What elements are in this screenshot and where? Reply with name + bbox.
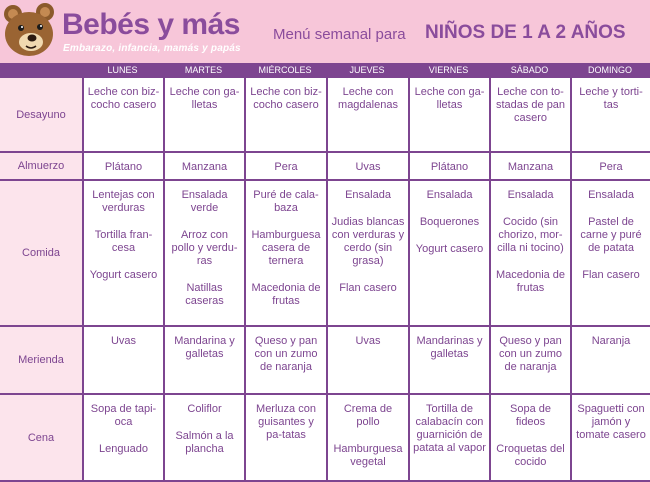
menu-cell <box>408 181 489 327</box>
dish-item: Flan casero <box>582 269 640 281</box>
dish-item: Croquetas del cocido <box>496 443 565 468</box>
dish-item: Tortilla de calabacín con guarnición de patata al vapor <box>413 403 486 454</box>
menu-cell <box>163 181 244 327</box>
menu-cell <box>82 327 163 395</box>
dish-item: Leche con ga-lletas <box>169 86 240 111</box>
day-header: VIERNES <box>428 65 469 75</box>
menu-cell <box>326 395 408 482</box>
dish-item: Leche con biz-cocho casero <box>250 86 322 111</box>
menu-cell <box>244 181 326 327</box>
menu-cell <box>82 78 163 153</box>
dish-item: Pera <box>274 161 298 173</box>
menu-cell <box>326 78 408 153</box>
dish-item: Leche con ga-lletas <box>414 86 485 111</box>
menu-cell <box>244 153 326 181</box>
dish-item: Merluza con guisantes y pa-tatas <box>256 403 316 441</box>
dish-item: Leche con magdalenas <box>338 86 398 111</box>
menu-cell <box>163 78 244 153</box>
dish-item: Mandarinas y galletas <box>416 335 483 360</box>
dish-item: Yogurt casero <box>89 269 158 281</box>
dish-item: Lentejas con verduras <box>92 189 155 214</box>
meal-row-label: Desayuno <box>0 78 82 153</box>
dish-item: Boquerones <box>419 216 480 228</box>
dish-item: Queso y pan con un zumo de naranja <box>499 335 562 373</box>
menu-cell <box>82 395 163 482</box>
dish-item: Ensalada verde <box>181 189 228 214</box>
dish-item: Ensalada <box>426 189 473 201</box>
dish-item: Salmón a la plancha <box>175 430 234 455</box>
dish-item: Uvas <box>110 335 137 347</box>
dish-item: Puré de cala-baza <box>253 189 319 214</box>
dish-item: Hamburguesa casera de ternera <box>251 229 321 267</box>
menu-cell <box>244 327 326 395</box>
menu-cell <box>163 153 244 181</box>
menu-cell <box>408 395 489 482</box>
menu-cell <box>82 153 163 181</box>
day-header: MARTES <box>184 65 223 75</box>
dish-item: Judias blancas con verduras y cerdo (sin grasa) <box>331 216 405 267</box>
dish-item: Lenguado <box>99 443 148 455</box>
dish-item: Ensalada <box>588 189 634 201</box>
menu-cell <box>570 78 650 153</box>
menu-cell <box>408 153 489 181</box>
menu-cell <box>244 395 326 482</box>
menu-cell <box>163 395 244 482</box>
dish-item: Manzana <box>181 161 228 173</box>
menu-cell <box>489 153 570 181</box>
dish-item: Leche con to-stadas de pan casero <box>495 86 566 124</box>
dish-item: Uvas <box>355 335 381 347</box>
menu-subtitle: Menú semanal para <box>273 26 406 43</box>
menu-cell <box>489 395 570 482</box>
dish-item: Plátano <box>104 161 143 173</box>
day-header: SÁBADO <box>510 65 549 75</box>
menu-cell <box>326 327 408 395</box>
meal-row-label: Comida <box>0 181 82 327</box>
dish-item: Ensalada <box>345 189 391 201</box>
menu-cell <box>489 181 570 327</box>
day-header: JUEVES <box>349 65 385 75</box>
menu-cell <box>244 78 326 153</box>
teddy-bear-logo-icon <box>0 0 60 62</box>
dish-item: Naranja <box>591 335 631 347</box>
dish-item: Manzana <box>507 161 554 173</box>
dish-item: Uvas <box>355 161 381 173</box>
dish-item: Crema de pollo <box>343 403 393 428</box>
dish-item: Mandarina y galletas <box>174 335 235 360</box>
menu-cell <box>163 327 244 395</box>
dish-item: Ensalada <box>507 189 554 201</box>
dish-item: Tortilla fran-cesa <box>94 229 153 254</box>
menu-cell <box>326 153 408 181</box>
weekday-header-bar <box>0 63 650 78</box>
meal-row-label: Almuerzo <box>0 153 82 181</box>
dish-item: Sopa de fideos <box>510 403 551 428</box>
menu-cell <box>570 395 650 482</box>
dish-item: Macedonia de frutas <box>495 269 566 294</box>
menu-cell <box>408 327 489 395</box>
dish-item: Pera <box>599 161 623 173</box>
day-header: MIÉRCOLES <box>258 65 312 75</box>
dish-item: Arroz con pollo y verdu-ras <box>171 229 238 267</box>
menu-cell <box>326 181 408 327</box>
menu-cell <box>82 181 163 327</box>
dish-item: Spaguetti con jamón y tomate casero <box>576 403 646 441</box>
menu-cell <box>570 153 650 181</box>
dish-item: Hamburguesa vegetal <box>333 443 403 468</box>
dish-item: Cocido (sin chorizo, mor-cilla ni tocino) <box>497 216 564 254</box>
menu-cell <box>570 327 650 395</box>
day-header: DOMINGO <box>588 65 632 75</box>
menu-cell <box>408 78 489 153</box>
dish-item: Flan casero <box>339 282 397 294</box>
brand-tagline: Embarazo, infancia, mamás y papás <box>63 43 241 54</box>
menu-cell <box>489 327 570 395</box>
page-title: NIÑOS DE 1 A 2 AÑOS <box>425 22 626 43</box>
day-header: LUNES <box>107 65 138 75</box>
dish-item: Yogurt casero <box>415 243 484 255</box>
dish-item: Leche y torti-tas <box>579 86 643 111</box>
menu-cell <box>570 181 650 327</box>
dish-item: Natillas caseras <box>185 282 224 307</box>
dish-item: Leche con biz-cocho casero <box>87 86 160 111</box>
brand-name: Bebés y más <box>62 8 240 41</box>
dish-item: Macedonia de frutas <box>251 282 321 307</box>
meal-row-label: Cena <box>0 395 82 482</box>
dish-item: Pastel de carne y puré de patata <box>580 216 642 254</box>
dish-item: Plátano <box>430 161 469 173</box>
dish-item: Queso y pan con un zumo de naranja <box>254 335 318 373</box>
dish-item: Coliflor <box>187 403 222 415</box>
dish-item: Sopa de tapi-oca <box>90 403 157 428</box>
menu-cell <box>489 78 570 153</box>
site-header <box>0 0 650 63</box>
meal-row-label: Merienda <box>0 327 82 395</box>
